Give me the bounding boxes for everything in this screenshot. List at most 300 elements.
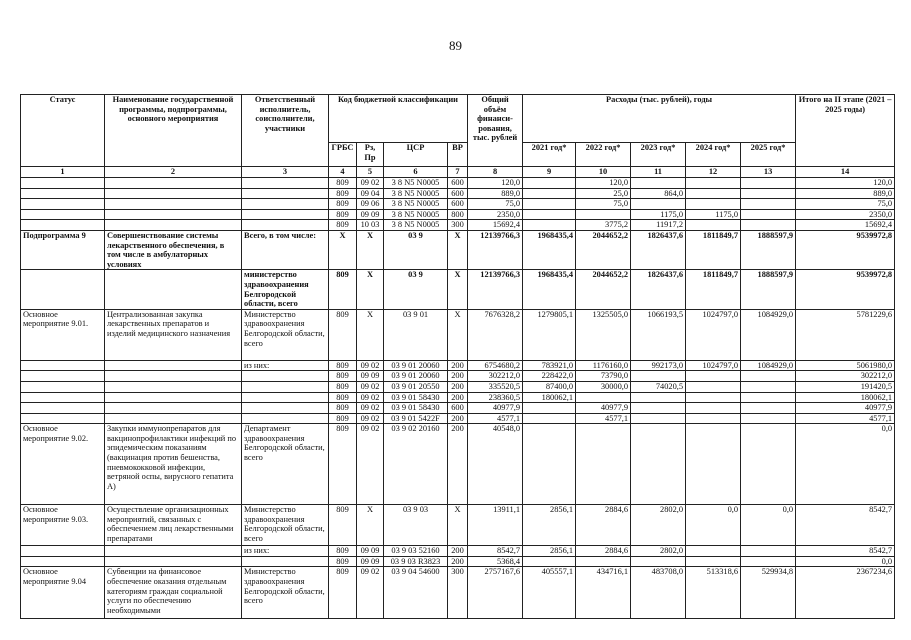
total-cell: 7676328,2 bbox=[468, 309, 523, 360]
year-2021-cell bbox=[523, 424, 576, 505]
name-cell bbox=[105, 403, 242, 414]
year-2023-cell bbox=[631, 424, 686, 505]
csr-cell: 03 9 03 52160 bbox=[384, 546, 448, 557]
vr-cell: X bbox=[448, 309, 468, 360]
year-2025-cell bbox=[741, 178, 796, 189]
executor-cell bbox=[242, 381, 329, 392]
year-2021-cell bbox=[523, 209, 576, 220]
year-2024-cell bbox=[686, 424, 741, 505]
col-number: 6 bbox=[384, 167, 448, 178]
year-2023-cell: 2802,0 bbox=[631, 546, 686, 557]
year-2023-cell: 11917,2 bbox=[631, 220, 686, 231]
vr-cell: 200 bbox=[448, 371, 468, 382]
status-cell: Подпрограмма 9 bbox=[21, 230, 105, 269]
rzpr-cell: 09 02 bbox=[357, 424, 384, 505]
budget-table bbox=[20, 94, 895, 619]
year-2024-cell bbox=[686, 371, 741, 382]
total-cell: 889,0 bbox=[468, 188, 523, 199]
grbs-cell: 809 bbox=[329, 392, 357, 403]
year-2022-cell: 30000,0 bbox=[576, 381, 631, 392]
total-cell: 4577,1 bbox=[468, 413, 523, 424]
year-2023-cell bbox=[631, 403, 686, 414]
year-2025-cell bbox=[741, 392, 796, 403]
header-expenses: Расходы (тыс. рублей), годы bbox=[523, 95, 796, 143]
year-2021-cell bbox=[523, 178, 576, 189]
year-2024-cell bbox=[686, 199, 741, 210]
year-2021-cell: 2856,1 bbox=[523, 546, 576, 557]
grbs-cell: X bbox=[329, 230, 357, 269]
header-status: Статус bbox=[21, 95, 105, 167]
csr-cell: 03 9 03 R3823 bbox=[384, 556, 448, 567]
executor-cell bbox=[242, 392, 329, 403]
year-2024-cell: 1811849,7 bbox=[686, 230, 741, 269]
status-cell bbox=[21, 178, 105, 189]
vr-cell: 200 bbox=[448, 546, 468, 557]
rzpr-cell: 09 09 bbox=[357, 556, 384, 567]
year-2023-cell: 2802,0 bbox=[631, 505, 686, 546]
name-cell bbox=[105, 178, 242, 189]
year-2024-cell: 1024797,0 bbox=[686, 309, 741, 360]
rzpr-cell: X bbox=[357, 505, 384, 546]
csr-cell: 3 8 N5 N0005 bbox=[384, 220, 448, 231]
executor-cell: Министерство здравоохранения Белгородской области, всего bbox=[242, 505, 329, 546]
year-2021-cell: 405557,1 bbox=[523, 567, 576, 619]
table-row bbox=[21, 505, 895, 546]
header-2023: 2023 год* bbox=[631, 143, 686, 167]
vr-cell: 200 bbox=[448, 424, 468, 505]
year-2025-cell bbox=[741, 413, 796, 424]
year-2023-cell: 864,0 bbox=[631, 188, 686, 199]
rzpr-cell: 09 02 bbox=[357, 392, 384, 403]
header-total: Общий объём финанси- рования, тыс. рублей bbox=[468, 95, 523, 167]
year-2024-cell: 1175,0 bbox=[686, 209, 741, 220]
csr-cell: 03 9 03 bbox=[384, 505, 448, 546]
stage-total-cell: 40977,9 bbox=[796, 403, 895, 414]
header-2025: 2025 год* bbox=[741, 143, 796, 167]
vr-cell: 600 bbox=[448, 403, 468, 414]
vr-cell: 600 bbox=[448, 178, 468, 189]
header-rzpr: Рз, Пр bbox=[357, 143, 384, 167]
vr-cell: 200 bbox=[448, 413, 468, 424]
csr-cell: 03 9 01 5422F bbox=[384, 413, 448, 424]
csr-cell: 03 9 02 20160 bbox=[384, 424, 448, 505]
grbs-cell: 809 bbox=[329, 424, 357, 505]
rzpr-cell: 09 02 bbox=[357, 567, 384, 619]
csr-cell: 3 8 N5 N0005 bbox=[384, 188, 448, 199]
year-2025-cell bbox=[741, 199, 796, 210]
name-cell bbox=[105, 199, 242, 210]
rzpr-cell: X bbox=[357, 230, 384, 269]
col-number: 2 bbox=[105, 167, 242, 178]
rzpr-cell: 09 09 bbox=[357, 371, 384, 382]
vr-cell: X bbox=[448, 270, 468, 309]
grbs-cell: 809 bbox=[329, 188, 357, 199]
total-cell: 12139766,3 bbox=[468, 230, 523, 269]
name-cell bbox=[105, 546, 242, 557]
year-2024-cell: 1811849,7 bbox=[686, 270, 741, 309]
year-2022-cell bbox=[576, 209, 631, 220]
vr-cell: 800 bbox=[448, 209, 468, 220]
status-cell bbox=[21, 199, 105, 210]
executor-cell bbox=[242, 209, 329, 220]
year-2023-cell bbox=[631, 371, 686, 382]
col-number: 1 bbox=[21, 167, 105, 178]
year-2025-cell: 1888597,9 bbox=[741, 230, 796, 269]
rzpr-cell: 09 04 bbox=[357, 188, 384, 199]
executor-cell bbox=[242, 413, 329, 424]
grbs-cell: 809 bbox=[329, 556, 357, 567]
status-cell bbox=[21, 392, 105, 403]
total-cell: 302212,0 bbox=[468, 371, 523, 382]
name-cell bbox=[105, 270, 242, 309]
year-2024-cell bbox=[686, 178, 741, 189]
budget-table-wrapper bbox=[20, 94, 894, 619]
executor-cell: Министерство здравоохранения Белгородской области, всего bbox=[242, 567, 329, 619]
grbs-cell: 809 bbox=[329, 270, 357, 309]
vr-cell: 200 bbox=[448, 381, 468, 392]
table-row bbox=[21, 371, 895, 382]
status-cell bbox=[21, 556, 105, 567]
header-vr: ВР bbox=[448, 143, 468, 167]
executor-cell bbox=[242, 188, 329, 199]
csr-cell: 3 8 N5 N0005 bbox=[384, 178, 448, 189]
stage-total-cell: 8542,7 bbox=[796, 546, 895, 557]
status-cell bbox=[21, 209, 105, 220]
table-row bbox=[21, 403, 895, 414]
name-cell: Закупки иммунопрепаратов для вакцинопрофилактики инфекций по эпидемическим показаниям (вакцинация против бешенства, пневмококковой инфекции, ветряной оспы, вирусного гепатита А) bbox=[105, 424, 242, 505]
name-cell: Субвенции на финансовое обеспечение оказания отдельным категориям граждан социальной услуги по обеспечению необходимыми bbox=[105, 567, 242, 619]
name-cell bbox=[105, 188, 242, 199]
total-cell: 120,0 bbox=[468, 178, 523, 189]
year-2021-cell bbox=[523, 556, 576, 567]
status-cell bbox=[21, 381, 105, 392]
rzpr-cell: X bbox=[357, 309, 384, 360]
year-2022-cell: 75,0 bbox=[576, 199, 631, 210]
name-cell bbox=[105, 413, 242, 424]
year-2022-cell: 120,0 bbox=[576, 178, 631, 189]
table-row bbox=[21, 188, 895, 199]
executor-cell: из них: bbox=[242, 546, 329, 557]
csr-cell: 03 9 01 20060 bbox=[384, 371, 448, 382]
year-2023-cell: 992173,0 bbox=[631, 360, 686, 371]
year-2022-cell: 25,0 bbox=[576, 188, 631, 199]
year-2025-cell bbox=[741, 556, 796, 567]
col-number: 12 bbox=[686, 167, 741, 178]
name-cell bbox=[105, 381, 242, 392]
status-cell bbox=[21, 270, 105, 309]
table-body bbox=[21, 178, 895, 619]
year-2023-cell: 483708,0 bbox=[631, 567, 686, 619]
header-budget-code: Код бюджетной классификации bbox=[329, 95, 468, 143]
year-2023-cell bbox=[631, 178, 686, 189]
year-2025-cell bbox=[741, 188, 796, 199]
name-cell bbox=[105, 360, 242, 371]
year-2025-cell: 1084929,0 bbox=[741, 309, 796, 360]
header-2021: 2021 год* bbox=[523, 143, 576, 167]
column-number-row bbox=[21, 167, 895, 178]
vr-cell: X bbox=[448, 230, 468, 269]
stage-total-cell: 75,0 bbox=[796, 199, 895, 210]
table-row bbox=[21, 220, 895, 231]
stage-total-cell: 180062,1 bbox=[796, 392, 895, 403]
total-cell: 75,0 bbox=[468, 199, 523, 210]
rzpr-cell: 09 02 bbox=[357, 360, 384, 371]
year-2022-cell: 4577,1 bbox=[576, 413, 631, 424]
table-row bbox=[21, 230, 895, 269]
total-cell: 238360,5 bbox=[468, 392, 523, 403]
year-2022-cell: 3775,2 bbox=[576, 220, 631, 231]
year-2023-cell: 1066193,5 bbox=[631, 309, 686, 360]
grbs-cell: 809 bbox=[329, 220, 357, 231]
year-2024-cell: 1024797,0 bbox=[686, 360, 741, 371]
table-row bbox=[21, 199, 895, 210]
stage-total-cell: 9539972,8 bbox=[796, 230, 895, 269]
stage-total-cell: 5781229,6 bbox=[796, 309, 895, 360]
table-row bbox=[21, 556, 895, 567]
year-2022-cell: 73790,0 bbox=[576, 371, 631, 382]
grbs-cell: 809 bbox=[329, 567, 357, 619]
executor-cell: Департамент здравоохранения Белгородской области, всего bbox=[242, 424, 329, 505]
table-row bbox=[21, 209, 895, 220]
csr-cell: 03 9 01 58430 bbox=[384, 403, 448, 414]
table-row bbox=[21, 546, 895, 557]
name-cell bbox=[105, 392, 242, 403]
year-2024-cell bbox=[686, 556, 741, 567]
grbs-cell: 809 bbox=[329, 209, 357, 220]
total-cell: 15692,4 bbox=[468, 220, 523, 231]
stage-total-cell: 9539972,8 bbox=[796, 270, 895, 309]
rzpr-cell: 09 09 bbox=[357, 209, 384, 220]
status-cell bbox=[21, 546, 105, 557]
csr-cell: 03 9 01 20060 bbox=[384, 360, 448, 371]
year-2024-cell bbox=[686, 413, 741, 424]
grbs-cell: 809 bbox=[329, 199, 357, 210]
table-row bbox=[21, 309, 895, 360]
year-2022-cell: 2884,6 bbox=[576, 505, 631, 546]
name-cell: Совершенствование системы лекарственного обеспечения, в том числе в амбулаторных условиях bbox=[105, 230, 242, 269]
executor-cell bbox=[242, 556, 329, 567]
vr-cell: X bbox=[448, 505, 468, 546]
csr-cell: 03 9 01 bbox=[384, 309, 448, 360]
year-2024-cell: 513318,6 bbox=[686, 567, 741, 619]
vr-cell: 600 bbox=[448, 188, 468, 199]
stage-total-cell: 191420,5 bbox=[796, 381, 895, 392]
executor-cell bbox=[242, 220, 329, 231]
total-cell: 12139766,3 bbox=[468, 270, 523, 309]
stage-total-cell: 5061980,0 bbox=[796, 360, 895, 371]
stage-total-cell: 15692,4 bbox=[796, 220, 895, 231]
col-number: 10 bbox=[576, 167, 631, 178]
grbs-cell: 809 bbox=[329, 381, 357, 392]
vr-cell: 200 bbox=[448, 360, 468, 371]
total-cell: 40548,0 bbox=[468, 424, 523, 505]
stage-total-cell: 120,0 bbox=[796, 178, 895, 189]
csr-cell: 03 9 04 54600 bbox=[384, 567, 448, 619]
name-cell: Централизованная закупка лекарственных препаратов и изделий медицинского назначения bbox=[105, 309, 242, 360]
year-2021-cell: 180062,1 bbox=[523, 392, 576, 403]
status-cell bbox=[21, 188, 105, 199]
total-cell: 2350,0 bbox=[468, 209, 523, 220]
total-cell: 8542,7 bbox=[468, 546, 523, 557]
stage-total-cell: 2367234,6 bbox=[796, 567, 895, 619]
table-row bbox=[21, 392, 895, 403]
year-2022-cell: 2044652,2 bbox=[576, 270, 631, 309]
col-number: 9 bbox=[523, 167, 576, 178]
header-2024: 2024 год* bbox=[686, 143, 741, 167]
grbs-cell: 809 bbox=[329, 178, 357, 189]
vr-cell: 200 bbox=[448, 556, 468, 567]
year-2025-cell: 1084929,0 bbox=[741, 360, 796, 371]
header-executor: Ответственный исполнитель, соисполнители, участники bbox=[242, 95, 329, 167]
header-name: Наименование государственной программы, подпрограммы, основного мероприятия bbox=[105, 95, 242, 167]
grbs-cell: 809 bbox=[329, 360, 357, 371]
csr-cell: 3 8 N5 N0005 bbox=[384, 209, 448, 220]
name-cell bbox=[105, 209, 242, 220]
header-2022: 2022 год* bbox=[576, 143, 631, 167]
year-2022-cell: 2044652,2 bbox=[576, 230, 631, 269]
vr-cell: 300 bbox=[448, 567, 468, 619]
page-number: 89 bbox=[449, 38, 462, 53]
year-2021-cell: 228422,0 bbox=[523, 371, 576, 382]
status-cell bbox=[21, 360, 105, 371]
stage-total-cell: 2350,0 bbox=[796, 209, 895, 220]
col-number: 4 bbox=[329, 167, 357, 178]
grbs-cell: 809 bbox=[329, 546, 357, 557]
executor-cell: министерство здравоохранения Белгородской области, всего bbox=[242, 270, 329, 309]
status-cell bbox=[21, 403, 105, 414]
year-2021-cell: 2856,1 bbox=[523, 505, 576, 546]
year-2021-cell bbox=[523, 413, 576, 424]
status-cell bbox=[21, 413, 105, 424]
col-number: 7 bbox=[448, 167, 468, 178]
header-stage-total: Итого на II этапе (2021 – 2025 годы) bbox=[796, 95, 895, 167]
csr-cell: 3 8 N5 N0005 bbox=[384, 199, 448, 210]
status-cell: Основное мероприятие 9.01. bbox=[21, 309, 105, 360]
col-number: 14 bbox=[796, 167, 895, 178]
col-number: 11 bbox=[631, 167, 686, 178]
year-2022-cell bbox=[576, 392, 631, 403]
total-cell: 5368,4 bbox=[468, 556, 523, 567]
table-row bbox=[21, 413, 895, 424]
grbs-cell: 809 bbox=[329, 505, 357, 546]
executor-cell bbox=[242, 178, 329, 189]
csr-cell: 03 9 bbox=[384, 230, 448, 269]
table-row bbox=[21, 381, 895, 392]
year-2025-cell bbox=[741, 403, 796, 414]
name-cell bbox=[105, 220, 242, 231]
total-cell: 13911,1 bbox=[468, 505, 523, 546]
stage-total-cell: 0,0 bbox=[796, 556, 895, 567]
total-cell: 6754680,2 bbox=[468, 360, 523, 371]
year-2025-cell: 529934,8 bbox=[741, 567, 796, 619]
col-number: 3 bbox=[242, 167, 329, 178]
executor-cell: Министерство здравоохранения Белгородской области, всего bbox=[242, 309, 329, 360]
year-2025-cell bbox=[741, 371, 796, 382]
year-2021-cell: 1968435,4 bbox=[523, 230, 576, 269]
year-2024-cell: 0,0 bbox=[686, 505, 741, 546]
status-cell: Основное мероприятие 9.03. bbox=[21, 505, 105, 546]
executor-cell: из них: bbox=[242, 360, 329, 371]
year-2023-cell: 1826437,6 bbox=[631, 230, 686, 269]
stage-total-cell: 4577,1 bbox=[796, 413, 895, 424]
year-2023-cell: 1826437,6 bbox=[631, 270, 686, 309]
year-2025-cell: 0,0 bbox=[741, 505, 796, 546]
year-2022-cell: 2884,6 bbox=[576, 546, 631, 557]
header-grbs: ГРБС bbox=[329, 143, 357, 167]
rzpr-cell: 09 09 bbox=[357, 546, 384, 557]
executor-cell bbox=[242, 403, 329, 414]
rzpr-cell: 09 02 bbox=[357, 413, 384, 424]
status-cell: Основное мероприятие 9.04 bbox=[21, 567, 105, 619]
year-2021-cell bbox=[523, 403, 576, 414]
year-2021-cell: 1279805,1 bbox=[523, 309, 576, 360]
year-2025-cell: 1888597,9 bbox=[741, 270, 796, 309]
year-2021-cell: 1968435,4 bbox=[523, 270, 576, 309]
stage-total-cell: 889,0 bbox=[796, 188, 895, 199]
year-2021-cell: 87400,0 bbox=[523, 381, 576, 392]
table-row bbox=[21, 178, 895, 189]
table-row bbox=[21, 360, 895, 371]
year-2025-cell bbox=[741, 381, 796, 392]
header-csr: ЦСР bbox=[384, 143, 448, 167]
year-2022-cell: 1325505,0 bbox=[576, 309, 631, 360]
year-2022-cell bbox=[576, 424, 631, 505]
rzpr-cell: 10 03 bbox=[357, 220, 384, 231]
grbs-cell: 809 bbox=[329, 403, 357, 414]
year-2024-cell bbox=[686, 188, 741, 199]
rzpr-cell: 09 02 bbox=[357, 178, 384, 189]
year-2024-cell bbox=[686, 220, 741, 231]
executor-cell: Всего, в том числе: bbox=[242, 230, 329, 269]
year-2024-cell bbox=[686, 392, 741, 403]
csr-cell: 03 9 bbox=[384, 270, 448, 309]
csr-cell: 03 9 01 20550 bbox=[384, 381, 448, 392]
rzpr-cell: X bbox=[357, 270, 384, 309]
csr-cell: 03 9 01 58430 bbox=[384, 392, 448, 403]
year-2023-cell: 74020,5 bbox=[631, 381, 686, 392]
year-2023-cell: 1175,0 bbox=[631, 209, 686, 220]
vr-cell: 300 bbox=[448, 220, 468, 231]
year-2025-cell bbox=[741, 424, 796, 505]
grbs-cell: 809 bbox=[329, 413, 357, 424]
year-2023-cell bbox=[631, 199, 686, 210]
stage-total-cell: 8542,7 bbox=[796, 505, 895, 546]
name-cell: Осуществление организационных мероприятий, связанных с обеспечением лиц лекарственными препаратами bbox=[105, 505, 242, 546]
status-cell: Основное мероприятие 9.02. bbox=[21, 424, 105, 505]
year-2024-cell bbox=[686, 546, 741, 557]
total-cell: 2757167,6 bbox=[468, 567, 523, 619]
col-number: 8 bbox=[468, 167, 523, 178]
year-2024-cell bbox=[686, 381, 741, 392]
grbs-cell: 809 bbox=[329, 371, 357, 382]
grbs-cell: 809 bbox=[329, 309, 357, 360]
year-2025-cell bbox=[741, 546, 796, 557]
status-cell bbox=[21, 371, 105, 382]
total-cell: 335520,5 bbox=[468, 381, 523, 392]
executor-cell bbox=[242, 371, 329, 382]
year-2025-cell bbox=[741, 220, 796, 231]
year-2022-cell: 434716,1 bbox=[576, 567, 631, 619]
col-number: 13 bbox=[741, 167, 796, 178]
col-number: 5 bbox=[357, 167, 384, 178]
stage-total-cell: 302212,0 bbox=[796, 371, 895, 382]
year-2021-cell bbox=[523, 220, 576, 231]
table-row bbox=[21, 424, 895, 505]
year-2022-cell: 40977,9 bbox=[576, 403, 631, 414]
year-2023-cell bbox=[631, 413, 686, 424]
year-2022-cell bbox=[576, 556, 631, 567]
year-2023-cell bbox=[631, 392, 686, 403]
